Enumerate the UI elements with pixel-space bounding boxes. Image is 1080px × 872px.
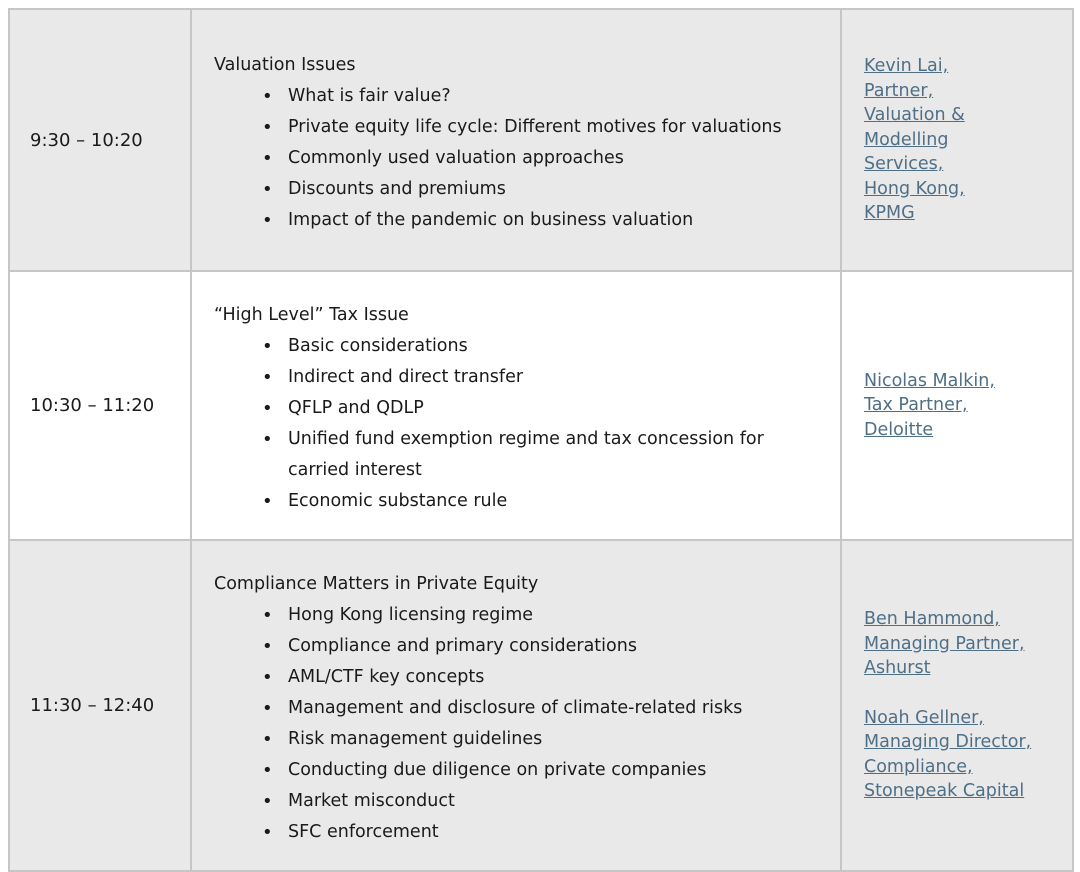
session-title: Compliance Matters in Private Equity	[214, 574, 539, 594]
session-time: 11:30 – 12:40	[9, 540, 191, 871]
session-topic	[191, 271, 841, 540]
session-time: 9:30 – 10:20	[9, 9, 191, 271]
speaker-group	[864, 706, 1058, 804]
session-row	[9, 540, 1073, 871]
topic-bullet: • Risk management guidelines	[262, 724, 830, 755]
speaker-link[interactable]: Deloitte	[864, 419, 934, 440]
speaker-link[interactable]: Hong Kong,	[864, 178, 965, 199]
topic-bullet: • Commonly used valuation approaches	[262, 143, 830, 174]
topic-bullet-list	[214, 600, 830, 848]
speaker-link[interactable]: Valuation &	[864, 105, 965, 126]
speaker-link[interactable]: Nicolas Malkin,	[864, 370, 995, 391]
topic-bullet: • Hong Kong licensing regime	[262, 600, 830, 631]
session-time: 10:30 – 11:20	[9, 271, 191, 540]
speaker-link[interactable]: Services,	[864, 154, 944, 175]
topic-bullet-list	[214, 331, 830, 517]
speaker-link[interactable]: Compliance,	[864, 756, 973, 777]
topic-bullet: • Conducting due diligence on private companies	[262, 755, 830, 786]
agenda-body	[9, 9, 1073, 871]
session-topic	[191, 9, 841, 271]
session-title: “High Level” Tax Issue	[214, 305, 409, 325]
speaker-link[interactable]: Kevin Lai,	[864, 56, 949, 77]
topic-bullet: • Basic considerations	[262, 331, 830, 362]
session-row	[9, 271, 1073, 540]
speaker-group	[864, 607, 1058, 681]
topic-bullet: • Compliance and primary considerations	[262, 631, 830, 662]
topic-bullet: • QFLP and QDLP	[262, 393, 830, 424]
topic-bullet: • Discounts and premiums	[262, 174, 830, 205]
session-title: Valuation Issues	[214, 55, 356, 75]
speaker-link[interactable]: Managing Partner,	[864, 633, 1025, 654]
speaker-link[interactable]: Partner,	[864, 80, 934, 101]
topic-bullet: • Private equity life cycle: Different motives for valuations	[262, 112, 830, 143]
speaker-link[interactable]: Tax Partner,	[864, 395, 968, 416]
topic-bullet: • Impact of the pandemic on business valuation	[262, 205, 830, 236]
speaker-link[interactable]: KPMG	[864, 203, 915, 224]
speaker-link[interactable]: Noah Gellner,	[864, 707, 984, 728]
topic-bullet: • SFC enforcement	[262, 817, 830, 848]
speaker-group	[864, 54, 1058, 226]
topic-bullet: • Unified fund exemption regime and tax concession for carried interest	[262, 424, 830, 486]
speaker-link[interactable]: Ben Hammond,	[864, 609, 1000, 630]
session-row	[9, 9, 1073, 271]
topic-bullet: • Market misconduct	[262, 786, 830, 817]
session-speakers	[841, 540, 1073, 871]
topic-bullet: • Management and disclosure of climate-related risks	[262, 693, 830, 724]
topic-bullet: • Economic substance rule	[262, 486, 830, 517]
topic-bullet-list	[214, 81, 830, 236]
speaker-link[interactable]: Modelling	[864, 129, 949, 150]
speaker-link[interactable]: Stonepeak Capital	[864, 781, 1025, 802]
speaker-link[interactable]: Managing Director,	[864, 732, 1032, 753]
speaker-group	[864, 369, 1058, 443]
speaker-link[interactable]: Ashurst	[864, 658, 931, 679]
topic-bullet: • AML/CTF key concepts	[262, 662, 830, 693]
session-topic	[191, 540, 841, 871]
agenda-table	[8, 8, 1074, 872]
topic-bullet: • Indirect and direct transfer	[262, 362, 830, 393]
session-speakers	[841, 9, 1073, 271]
topic-bullet: • What is fair value?	[262, 81, 830, 112]
session-speakers	[841, 271, 1073, 540]
